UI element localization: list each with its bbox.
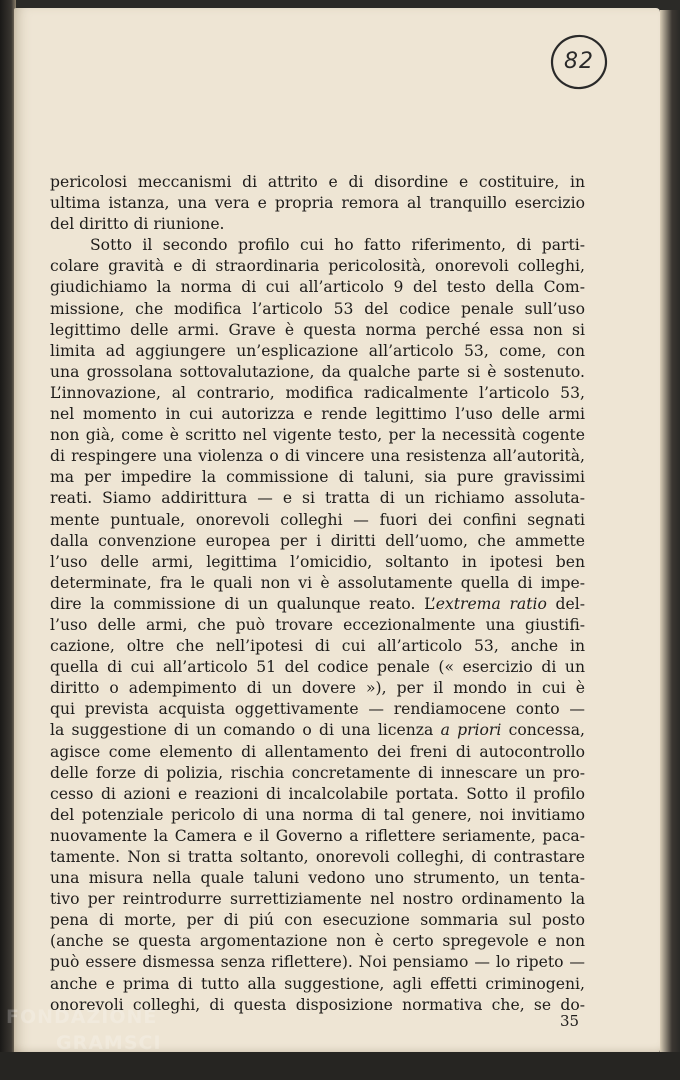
text-line: nuovamente la Camera e il Governo a riflettere seriamente, paca- bbox=[50, 826, 585, 845]
scan-background-right bbox=[660, 10, 680, 1055]
text-line: l’uso delle armi, che può trovare eccezionalmente una giustifi- bbox=[50, 615, 585, 634]
text-line: L’innovazione, al contrario, modifica radicalmente l’articolo 53, bbox=[50, 383, 585, 402]
text-line: onorevoli colleghi, di questa disposizione normativa che, se do- bbox=[50, 995, 585, 1014]
text-line: non già, come è scritto nel vigente testo, per la necessità cogente bbox=[50, 426, 585, 445]
text-line: colare gravità e di straordinaria pericolosità, onorevoli colleghi, bbox=[50, 257, 585, 276]
text-line: di respingere una violenza o di vincere una resistenza all’autorità, bbox=[50, 447, 585, 466]
text-line: giudichiamo la norma di cui all’articolo 9 del testo della Com- bbox=[50, 278, 585, 297]
latin-phrase-italic: a priori bbox=[440, 721, 502, 740]
text-line: agisce come elemento di allentamento dei freni di autocontrollo bbox=[50, 742, 585, 761]
watermark-line: GRAMSCI bbox=[56, 1032, 162, 1054]
text-line: Sotto il secondo profilo cui ho fatto riferimento, di parti- bbox=[90, 236, 585, 255]
text-line: quella di cui all’articolo 51 del codice penale (« esercizio di un bbox=[50, 658, 585, 677]
text-line: tamente. Non si tratta soltanto, onorevoli colleghi, di contrastare bbox=[50, 848, 585, 866]
text-line: (anche se questa argomentazione non è certo spregevole e non bbox=[50, 932, 585, 951]
text-line: può essere dismessa senza riflettere). Noi pensiamo — lo ripeto — bbox=[50, 953, 585, 972]
text-line: qui prevista acquista oggettivamente — rendiamocene conto — bbox=[50, 700, 585, 719]
text-line: pericolosi meccanismi di attrito e di disordine e costituire, in bbox=[50, 173, 585, 191]
folio-number-text: 82 bbox=[564, 48, 594, 74]
text-segment: del- bbox=[546, 594, 585, 613]
text-line: mente puntuale, onorevoli colleghi — fuori dei confini segnati bbox=[50, 510, 585, 529]
latin-phrase-italic: extrema ratio bbox=[435, 594, 547, 613]
text-line: ma per impedire la commissione di taluni, sia pure gravissimi bbox=[50, 468, 585, 487]
text-line: reati. Siamo addirittura — e si tratta di un richiamo assoluta- bbox=[50, 489, 585, 508]
text-line: delle forze di polizia, rischia concretamente di innescare un pro- bbox=[50, 763, 585, 782]
page-number: 35 bbox=[560, 1012, 580, 1030]
text-line: ultima istanza, una vera e propria remora al tranquillo esercizio bbox=[50, 194, 585, 213]
text-line: dalla convenzione europea per i diritti dell’uomo, che ammette bbox=[50, 531, 585, 550]
text-segment: la suggestione di un comando o di una licenza bbox=[50, 721, 441, 740]
text-line: l’uso delle armi, legittima l’omicidio, soltanto in ipotesi ben bbox=[50, 552, 585, 571]
text-line: determinate, fra le quali non vi è assolutamente quella di impe- bbox=[50, 573, 585, 592]
text-line: anche e prima di tutto alla suggestione, agli effetti criminogeni, bbox=[50, 974, 585, 993]
text-line: limita ad aggiungere un’esplicazione all’articolo 53, come, con bbox=[50, 341, 585, 360]
handwritten-folio-number bbox=[548, 30, 610, 92]
text-line: missione, che modifica l’articolo 53 del codice penale sull’uso bbox=[50, 299, 585, 318]
text-line bbox=[50, 720, 585, 741]
text-line: diritto o adempimento di un dovere »), per il mondo in cui è bbox=[50, 679, 585, 698]
text-line: del potenziale pericolo di una norma di tal genere, noi invitiamo bbox=[50, 805, 585, 824]
text-line: nel momento in cui autorizza e rende legittimo l’uso delle armi bbox=[50, 405, 585, 424]
text-line: cesso di azioni e reazioni di incalcolabile portata. Sotto il profilo bbox=[50, 784, 585, 803]
text-line: legittimo delle armi. Grave è questa norma perché essa non si bbox=[50, 320, 585, 339]
archive-watermark bbox=[6, 1004, 206, 1074]
text-segment: concessa, bbox=[501, 721, 585, 740]
text-line bbox=[50, 594, 585, 615]
watermark-line: FONDAZIONE bbox=[6, 1006, 158, 1028]
text-line: tivo per reintrodurre surrettiziamente nel nostro ordinamento la bbox=[50, 890, 585, 909]
text-line: una grossolana sottovalutazione, da qualche parte si è sostenuto. bbox=[50, 362, 585, 381]
text-segment: dire la commissione di un qualunque reato. L’ bbox=[50, 594, 436, 613]
text-line: una misura nella quale taluni vedono uno strumento, un tenta- bbox=[50, 869, 585, 888]
text-line: del diritto di riunione. bbox=[50, 215, 225, 234]
page-body-text bbox=[50, 172, 585, 1016]
text-line: cazione, oltre che nell’ipotesi di cui all’articolo 53, anche in bbox=[50, 637, 585, 656]
text-line: pena di morte, per di piú con esecuzione sommaria sul posto bbox=[50, 911, 585, 930]
